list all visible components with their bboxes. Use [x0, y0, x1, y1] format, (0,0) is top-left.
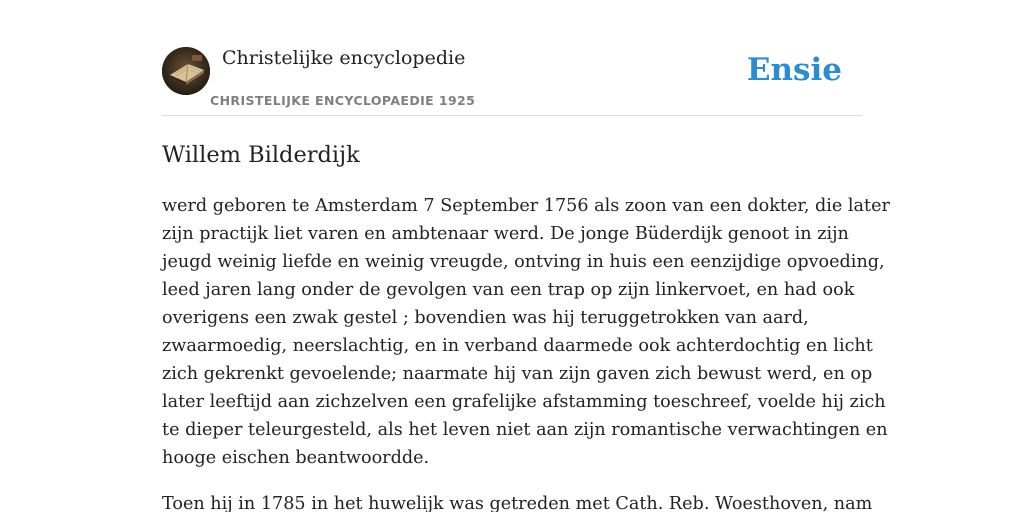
paragraph-line: te dieper teleurgesteld, als het leven niet aan zijn romantische verwachtingen en [162, 420, 888, 440]
article-title: Willem Bilderdijk [162, 142, 360, 168]
paragraph-line: zijn practijk liet varen en ambtenaar werd. De jonge Büderdijk genoot in zijn [162, 224, 849, 244]
paragraph-line: later leeftijd aan zichzelven een grafelijke afstamming toeschreef, voelde hij zich [162, 392, 886, 412]
paragraph-line: jeugd weinig liefde en weinig vreugde, ontving in huis een eenzijdige opvoeding, [162, 252, 885, 272]
paragraph-line: leed jaren lang onder de gevolgen van een trap op zijn linkervoet, en had ook [162, 280, 855, 300]
book-photo-icon[interactable] [162, 47, 210, 95]
site-header [162, 46, 862, 116]
paragraph-line: hooge eischen beantwoordde. [162, 448, 430, 468]
paragraph-line: Toen hij in 1785 in het huwelijk was getreden met Cath. Reb. Woesthoven, nam [162, 494, 873, 512]
brand-logo-link[interactable]: Ensie [746, 52, 842, 88]
paragraph-line: overigens een zwak gestel ; bovendien was hij teruggetrokken van aard, [162, 308, 809, 328]
paragraph-line: werd geboren te Amsterdam 7 September 1756 als zoon van een dokter, die later [162, 196, 890, 216]
paragraph-line: zich gekrenkt gevoelende; naarmate hij van zijn gaven zich bewust werd, en op [162, 364, 873, 384]
site-title[interactable]: Christelijke encyclopedie [222, 47, 466, 69]
article-paragraph [162, 192, 890, 472]
article-body [162, 192, 890, 512]
site-subtitle: CHRISTELIJKE ENCYCLOPAEDIE 1925 [210, 93, 476, 108]
paragraph-line: zwaarmoedig, neerslachtig, en in verband daarmede ook achterdochtig en licht [162, 336, 873, 356]
article-paragraph [162, 490, 873, 512]
